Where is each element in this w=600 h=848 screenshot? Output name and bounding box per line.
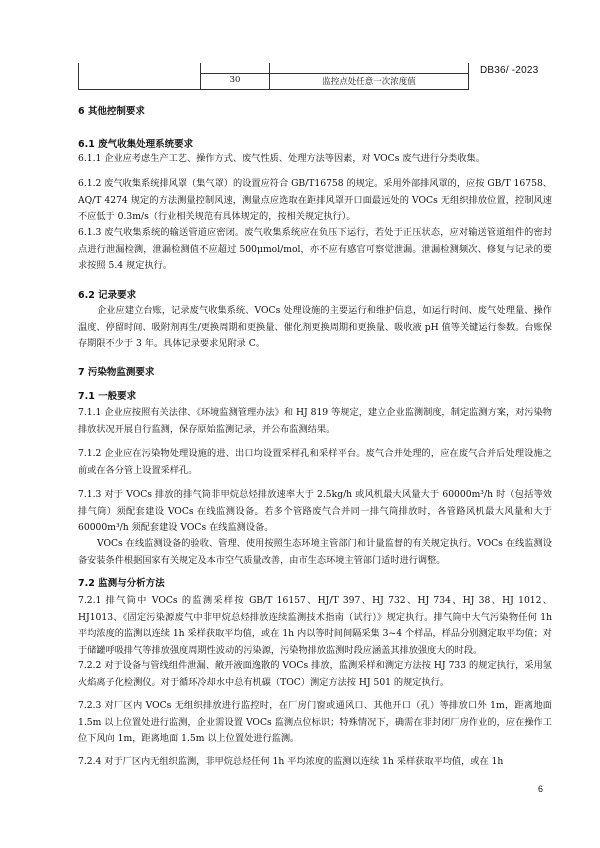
section-heading-6: 6 其他控制要求 xyxy=(78,106,145,117)
table-cell-number: 30 xyxy=(229,75,241,85)
table-fragment xyxy=(78,63,469,90)
table-divider xyxy=(200,73,468,74)
paragraph-7-2-3: 7.2.3 对厂区内 VOCs 无组织排放进行监控时，在厂房门窗或通风口、其他开口（孔）等排放口外 1m，距离地面 1.5m 以上位置处进行监测，企业需设置 VOCs 监测点位标识；特殊情况下，确需在非封闭厂房作业的，应在操作工位下风向 1m，距离地面 1.5m 以上位置处进行监测。 xyxy=(78,700,552,744)
paragraph-6-2: 企业应建立台账，记录废气收集系统、VOCs 处理设施的主要运行和维护信息，如运行时间、废气处理量、操作温度、停留时间、吸附剂再生/更换周期和更换量、催化剂更换周期和更换量、吸收液 pH 值等关键运行参数。台账保存期限不少于 3 年。具体记录要求见附录 C。 xyxy=(78,305,552,349)
paragraph-7-1-4: VOCs 在线监测设备的验收、管理、使用按照生态环境主管部门和计量监督的有关规定执行。VOCs 在线监测设备安装条件根据国家有关规定及本市空气质量改善，由市生态环境主管部门适时进行调整。 xyxy=(78,538,552,566)
paragraph-7-2-4: 7.2.4 对于厂区内无组织监测，非甲烷总烃任何 1h 平均浓度的监测以连续 1h 采样获取平均值，或在 1h xyxy=(78,756,504,767)
section-heading-7: 7 污染物监测要求 xyxy=(78,367,155,378)
table-cell-description: 监控点处任意一次浓度值 xyxy=(322,77,416,87)
section-heading-7-2: 7.2 监测与分析方法 xyxy=(78,578,165,589)
paragraph-6-1-2: 6.1.2 废气收集系统排风罩（集气罩）的设置应符合 GB/T16758 的规定。采用外部排风罩的，应按 GB/T 16758、AQ/T 4274 规定的方法测量控制风速，测量点应选取在距排风罩开口面最远处的 VOCs 无组织排放位置，控制风速不应低于 0.3m/s（行业相关规范有具体规定的，按相关规定执行）。 xyxy=(78,178,552,222)
paragraph-7-2-2: 7.2.2 对于设备与管线组件泄漏、敞开液面逸散的 VOCs 排放，监测采样和测定方法按 HJ 733 的规定执行，采用氢火焰离子化检测仪。对于循环冷却水中总有机碳（TOC）测定方法按 HJ 501 的规定执行。 xyxy=(78,660,552,688)
section-heading-6-1: 6.1 废气收集处理系统要求 xyxy=(78,139,194,150)
paragraph-6-1-3: 6.1.3 废气收集系统的输送管道应密闭。废气收集系统应在负压下运行，若处于正压状态，应对输送管道组件的密封点进行泄漏检测，泄漏检测值不应超过 500μmol/mol，亦不应有感官可察觉泄漏。泄漏检测频次、修复与记录的要求按照 5.4 规定执行。 xyxy=(78,227,552,271)
section-heading-6-2: 6.2 记录要求 xyxy=(78,290,137,301)
paragraph-6-1-1: 6.1.1 企业应考虑生产工艺、操作方式、废气性质、处理方法等因素，对 VOCs 废气进行分类收集。 xyxy=(78,153,486,164)
document-id: DB36/ -2023 xyxy=(480,65,539,76)
paragraph-7-1-1: 7.1.1 企业应按照有关法律、《环境监测管理办法》和 HJ 819 等规定，建立企业监测制度，制定监测方案，对污染物排放状况开展自行监测，保存原始监测记录，并公布监测结果。 xyxy=(78,407,552,435)
paragraph-7-1-2: 7.1.2 企业应在污染物处理设施的进、出口均设置采样孔和采样平台。废气合并处理的，应在废气合并后处理设施之前或在各分管上设置采样孔。 xyxy=(78,448,552,476)
paragraph-7-2-1: 7.2.1 排气筒中 VOCs 的监测采样按 GB/T 16157、HJ/T 397、HJ 732、HJ 734、HJ 38、HJ 1012、HJ1013、《固定污染源废气中非甲烷总烃排放连续监测技术指南（试行）》规定执行。排气筒中大气污染物任何 1h 平均浓度的监测以连续 1h 采样获取平均值，或在 1h 内以等时间间隔采集 3~4 个样品，样品分别测定取平均值；对于储罐呼吸排气等排放强度周期性波动的污染源，污染物排放监测时段应涵盖其排放强度大的时段。 xyxy=(78,595,552,656)
paragraph-7-1-3: 7.1.3 对于 VOCs 排放的排气筒非甲烷总烃排放速率大于 2.5kg/h 或风机最大风量大于 60000m³/h 时（包括等效排气筒）须配套建设 VOCs 在线监测设备。若多个管路废气合并同一排气筒排放时，各管路风机最大风量和大于 60000m³/h 须配套建设 VOCs 在线监测设备。 xyxy=(78,489,552,533)
page-number: 6 xyxy=(538,784,544,794)
section-heading-7-1: 7.1 一般要求 xyxy=(78,391,137,402)
